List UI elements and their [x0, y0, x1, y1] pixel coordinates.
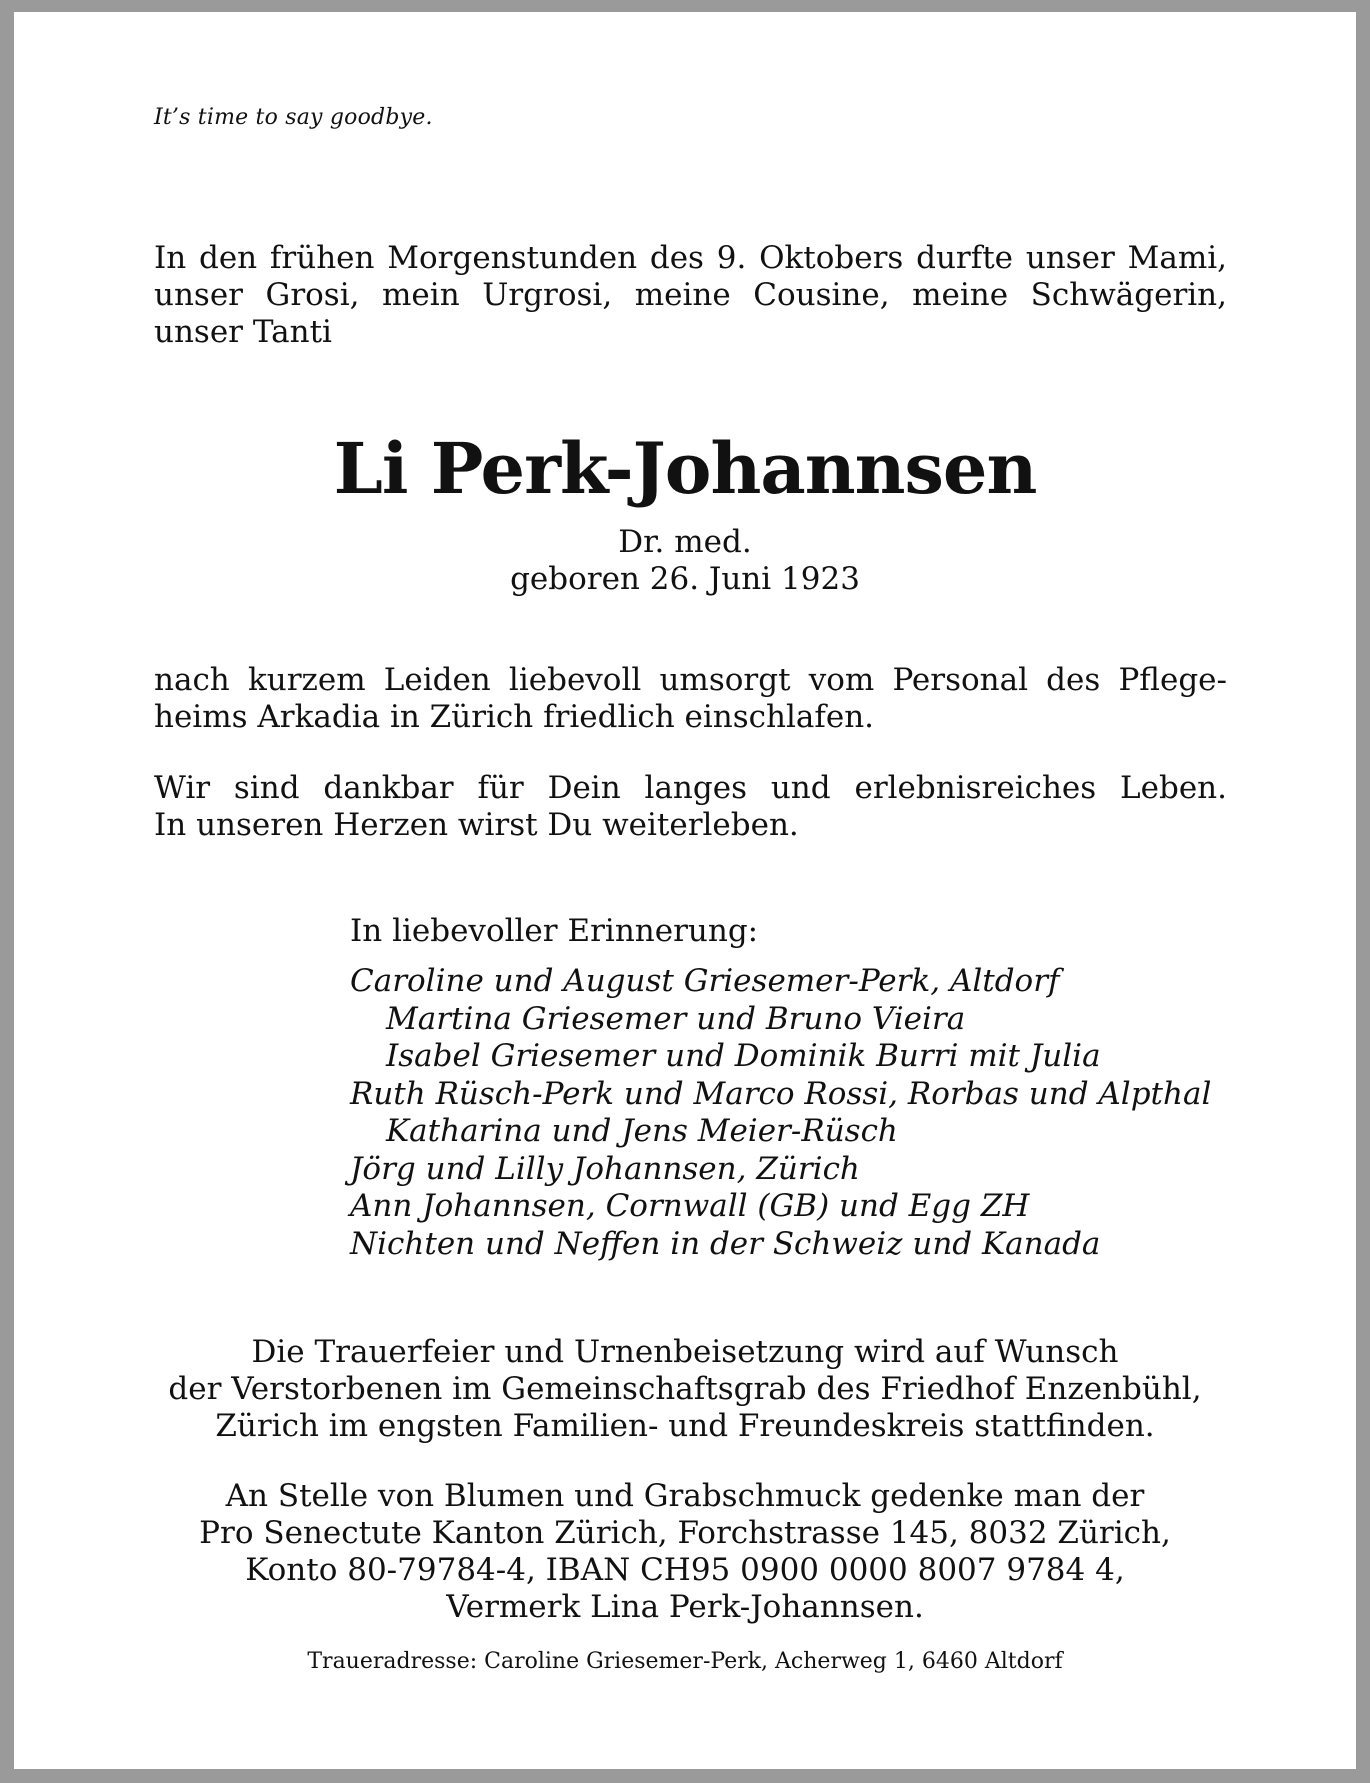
donation-line: An Stelle von Blumen und Grabschmuck gedenke man der	[225, 1478, 1145, 1514]
mourning-address: Traueradresse: Caroline Griesemer-Perk, Acherweg 1, 6460 Altdorf	[307, 1649, 1063, 1674]
deceased-title: Dr. med.	[618, 524, 752, 560]
ceremony-paragraph	[14, 1334, 1356, 1445]
mourner-entry: Katharina und Jens Meier-Rüsch	[386, 1113, 898, 1149]
passing-line: nach kurzem Leiden liebevoll umsorgt vom Personal des Pflege-	[154, 662, 1227, 698]
gratitude-paragraph	[154, 770, 1227, 844]
ceremony-line: Zürich im engsten Familien- und Freundeskreis stattfinden.	[215, 1408, 1155, 1444]
ceremony-line: der Verstorbenen im Gemeinschaftsgrab des Friedhof Enzenbühl,	[168, 1371, 1202, 1407]
intro-line: unser Grosi, mein Urgrosi, meine Cousine, meine Schwägerin,	[154, 277, 1227, 313]
passing-line: heims Arkadia in Zürich friedlich einschlafen.	[154, 699, 875, 735]
donation-line: Pro Senectute Kanton Zürich, Forchstrasse 145, 8032 Zürich,	[199, 1515, 1171, 1551]
donation-line: Vermerk Lina Perk-Johannsen.	[446, 1589, 924, 1625]
passing-paragraph	[154, 662, 1227, 736]
mourner-entry: Ann Johannsen, Cornwall (GB) und Egg ZH	[350, 1188, 1030, 1224]
memory-heading: In liebevoller Erinnerung:	[350, 913, 759, 949]
gratitude-line: In unseren Herzen wirst Du weiterleben.	[154, 807, 799, 843]
donation-line: Konto 80-79784-4, IBAN CH95 0900 0000 8007 9784 4,	[245, 1552, 1125, 1588]
gratitude-line: Wir sind dankbar für Dein langes und erlebnisreiches Leben.	[154, 770, 1227, 806]
donation-paragraph	[14, 1478, 1356, 1626]
obituary-page	[14, 12, 1356, 1769]
mourner-entry: Isabel Griesemer und Dominik Burri mit Julia	[386, 1038, 1101, 1074]
intro-line: In den frühen Morgenstunden des 9. Oktobers durfte unser Mami,	[154, 240, 1227, 276]
mourner-entry: Ruth Rüsch-Perk und Marco Rossi, Rorbas und Alpthal	[350, 1075, 1212, 1112]
deceased-birth: geboren 26. Juni 1923	[510, 561, 860, 597]
mourner-entry: Jörg und Lilly Johannsen, Zürich	[350, 1150, 860, 1187]
ceremony-line: Die Trauerfeier und Urnenbeisetzung wird auf Wunsch	[251, 1334, 1119, 1370]
mourner-entry: Martina Griesemer und Bruno Vieira	[386, 1000, 966, 1037]
mourners-list	[350, 963, 1211, 1263]
mourner-entry: Nichten und Neffen in der Schweiz und Kanada	[350, 1225, 1101, 1262]
intro-paragraph	[154, 240, 1227, 351]
intro-line: unser Tanti	[154, 314, 332, 350]
motto: It’s time to say goodbye.	[154, 105, 433, 130]
mourner-entry: Caroline und August Griesemer-Perk, Altdorf	[350, 963, 1060, 999]
deceased-name: Li Perk-Johannsen	[333, 427, 1037, 510]
